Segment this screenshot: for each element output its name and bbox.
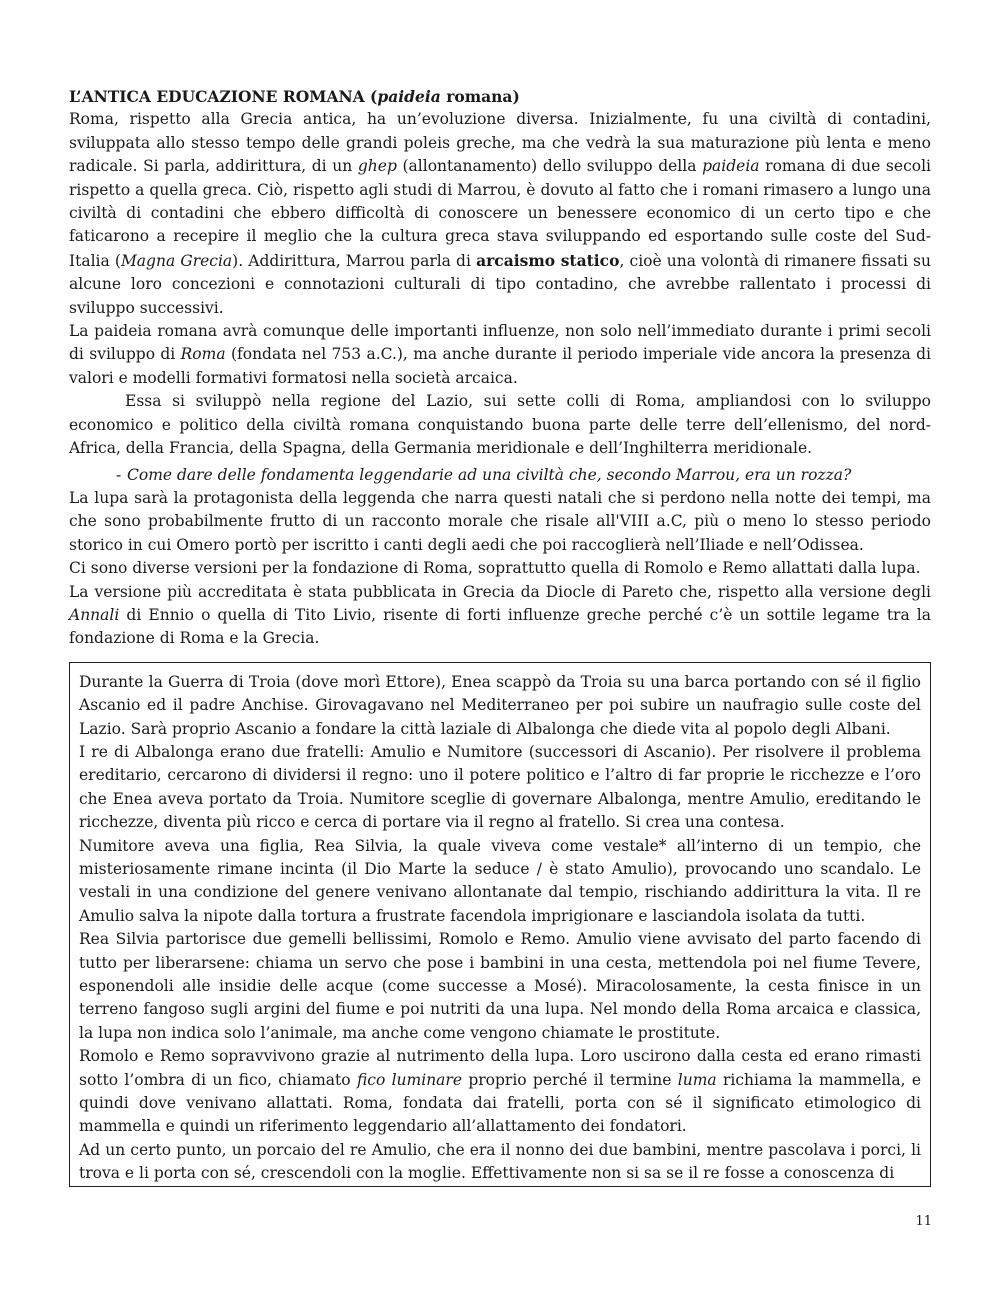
box-paragraph-albalonga: I re di Albalonga erano due fratelli: Amulio e Numitore (successori di Ascanio). Per risolvere il problema ereditario, cercarono di dividersi il regno: uno il potere politico e l’altro di far proprie le ricchezze e l’oro che Enea aveva portato da Troia. Numitore sceglie di governare Albalonga, mentre Amulio, ereditando le ricchezze, diventa più ricco e cerca di portare via il regno al fratello. Si crea una contesa. xyxy=(79,742,921,832)
paragraph-diocle: La versione più accreditata è stata pubblicata in Grecia da Diocle di Pareto che, rispetto alla versione degli Annali di Ennio o quella di Tito Livio, risente di forti influenze greche perché c’è un sottile legame tra la fondazione di Roma e la Grecia. xyxy=(69,582,931,648)
paragraph-lazio: Essa si sviluppò nella regione del Lazio, sui sette colli di Roma, ampliandosi con lo sviluppo economico e politico della civiltà romana conquistando buona parte delle terre dell’ellenismo, del nord-Africa, della Francia, della Spagna, della Germania meridionale e dell’Inghilterra meridionale. xyxy=(69,392,931,458)
box-paragraph-rea-silvia: Numitore aveva una figlia, Rea Silvia, la quale viveva come vestale* all’interno di un tempio, che misteriosamente rimane incinta (il Dio Marte la seduce / è stato Amulio), provocando uno scandalo. Le vestali in una condizione del genere venivano allontanate dal tempio, rischiando addirittura la vita. Il re Amulio salva la nipote dalla tortura a frustrate facendola imprigionare e lasciandola isolata da tutti. xyxy=(79,836,921,925)
bullet-dash: - xyxy=(116,465,122,484)
paragraph-intro: Roma, rispetto alla Grecia antica, ha un’evoluzione diversa. Inizialmente, fu una civiltà di contadini, sviluppata allo stesso tempo delle grandi poleis greche, ma che vedrà la sua maturazione più lenta e meno radicale. Si parla, addirittura, di un ghep (allontanamento) dello sviluppo della paideia romana di due secoli rispetto a quella greca. Ciò, rispetto agli studi di Marrou, è dovuto al fatto che i romani rimasero a lungo una civiltà di contadini che ebbero difficoltà di conoscere un benessere economico di un certo tipo e che faticarono a recepire il meglio che la cultura greca stava sviluppando ed esportando sulle coste del Sud-Italia (Magna Grecia). Addirittura, Marrou parla di arcaismo statico, cioè una volontà di rimanere fissati su alcune loro concezioni e connotazioni culturali di tipo contadino, che avrebbe rallentato i processi di sviluppo successivi. xyxy=(69,110,931,317)
document-page xyxy=(69,85,931,1187)
question-text: Come dare delle fondamenta leggendarie ad una civiltà che, secondo Marrou, era un rozza? xyxy=(127,465,852,484)
heading-italic: paideia xyxy=(377,87,441,106)
paragraph-versions: Ci sono diverse versioni per la fondazione di Roma, soprattutto quella di Romolo e Remo allattati dalla lupa. xyxy=(69,559,921,578)
page-number: 11 xyxy=(915,1214,932,1229)
legend-box xyxy=(69,662,931,1187)
paragraph-influences: La paideia romana avrà comunque delle importanti influenze, non solo nell’immediato durante i primi secoli di sviluppo di Roma (fondata nel 753 a.C.), ma anche durante il periodo imperiale vide ancora la presenza di valori e modelli formativi formatosi nella società arcaica. xyxy=(69,322,931,387)
question-item xyxy=(69,464,931,487)
paragraph-lupa: La lupa sarà la protagonista della leggenda che narra questi natali che si perdono nella notte dei tempi, ma che sono probabilmente frutto di un racconto morale che risale all'VIII a.C, più o meno lo stesso periodo storico in cui Omero portò per iscritto i canti degli aedi che poi raccoglierà nell’Iliade e nell’Odissea. xyxy=(69,488,931,554)
section-heading: L’ANTICA EDUCAZIONE ROMANA (paideia romana) xyxy=(69,87,520,106)
box-paragraph-gemelli: Rea Silvia partorisce due gemelli bellissimi, Romolo e Remo. Amulio viene avvisato del parto facendo di tutto per liberarsene: chiama un servo che pose i bambini in una cesta, mettendola poi nel fiume Tevere, esponendoli alle insidie delle acque (come successe a Mosé). Miracolosamente, la cesta finisce in un terreno fangoso sugli argini del fiume e poi nutriti da una lupa. Nel mondo della Roma arcaica e classica, la lupa non indica solo l’animale, ma anche come vengono chiamate le prostitute. xyxy=(79,930,921,1042)
box-paragraph-fico: Romolo e Remo sopravvivono grazie al nutrimento della lupa. Loro uscirono dalla cesta ed erano rimasti sotto l’ombra di un fico, chiamato fico luminare proprio perché il termine luma richiama la mammella, e quindi dove venivano allattati. Roma, fondata dai fratelli, porta con sé il significato etimologico di mammella e quindi un riferimento leggendario all’allattamento dei fondatori. xyxy=(79,1047,922,1136)
box-paragraph-porcaio: Ad un certo punto, un porcaio del re Amulio, che era il nonno dei due bambini, mentre pascolava i porci, li trova e li porta con sé, crescendoli con la moglie. Effettivamente non si sa se il re fosse a conoscenza di xyxy=(79,1140,921,1183)
bold-term: arcaismo statico xyxy=(476,250,620,270)
box-paragraph-enea: Durante la Guerra di Troia (dove morì Ettore), Enea scappò da Troia su una barca portando con sé il figlio Ascanio ed il padre Anchise. Girovagavano nel Mediterraneo per poi subire un naufragio sulle coste del Lazio. Sarà proprio Ascanio a fondare la città laziale di Albalonga che diede vita al popolo degli Albani. xyxy=(79,672,921,738)
